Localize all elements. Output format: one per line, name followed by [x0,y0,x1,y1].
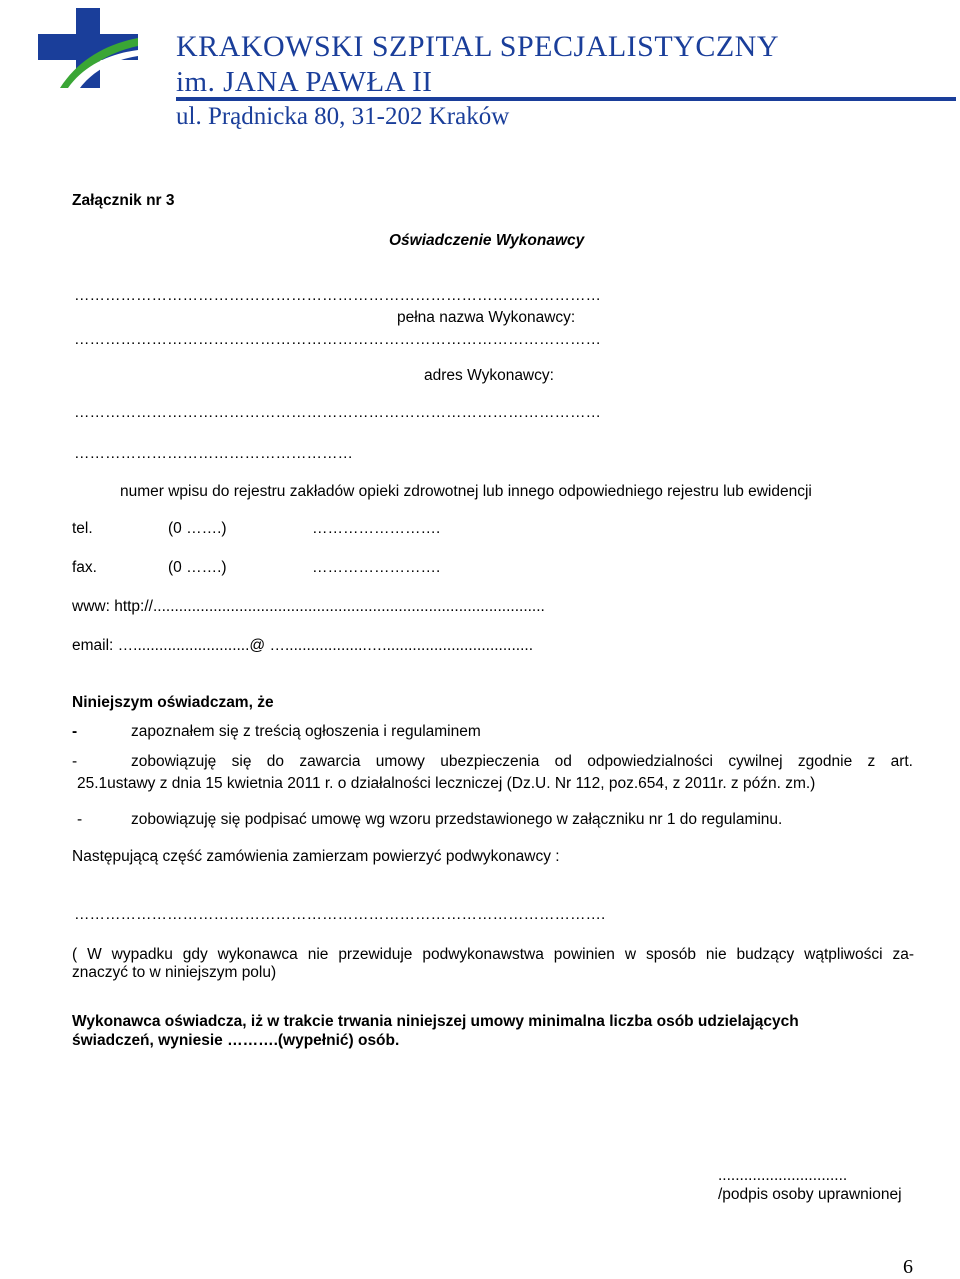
fax-label: fax. [72,559,97,576]
staff-statement-line-1: Wykonawca oświadcza, iż w trakcie trwania niniejszej umowy minimalna liczba osób udzielających [72,1013,799,1030]
declaration-item-2-line-2: 25.1ustawy z dnia 15 kwietnia 2011 r. o działalności leczniczej (Dz.U. Nr 112, poz.654, z 2011r. z późn. zm.) [77,775,816,792]
tel-code-field[interactable]: (0 …….) [168,520,227,537]
staff-statement-line-2: świadczeń, wyniesie ……….(wypełnić) osób. [72,1032,400,1049]
email-field[interactable]: email: …...........................@ …...................…................................... [72,637,534,654]
document-title: Oświadczenie Wykonawcy [389,232,585,249]
signature-label: /podpis osoby uprawnionej [718,1186,902,1203]
registry-field-continued[interactable]: ……………………………………………… [74,445,353,462]
subcontract-label: Następującą część zamówienia zamierzam powierzyć podwykonawcy : [72,848,560,865]
contractor-address-label: adres Wykonawcy: [424,367,554,384]
subcontract-field[interactable]: …………………………………………………………………………………………. [74,906,606,923]
hospital-patron: im. JANA PAWŁA II [176,66,433,98]
subcontract-note-line-2: znaczyć to w niniejszym polu) [72,964,277,981]
registry-label: numer wpisu do rejestru zakładów opieki zdrowotnej lub innego odpowiedniego rejestru lub ewidencji [120,483,812,500]
subcontract-note-line-1: ( W wypadku gdy wykonawca nie przewiduje podwykonawstwa powinien w sposób nie budzący wątpliwości za- [72,946,914,963]
attachment-label: Załącznik nr 3 [72,192,175,209]
fax-code-field[interactable]: (0 …….) [168,559,227,576]
tel-label: tel. [72,520,93,537]
bullet-dash: - [72,723,78,740]
tel-number-field[interactable]: ……………………. [312,520,441,537]
contractor-address-field[interactable]: ………………………………………………………………………………………… [74,331,601,348]
bullet-dash: - [77,811,83,828]
declaration-item-3: zobowiązuję się podpisać umowę wg wzoru przedstawionego w załączniku nr 1 do regulaminu. [131,811,783,828]
contractor-name-label: pełna nazwa Wykonawcy: [397,309,576,326]
fax-number-field[interactable]: ……………………. [312,559,441,576]
declaration-item-2-line-1: zobowiązuję się do zawarcia umowy ubezpieczenia od odpowiedzialności cywilnej zgodnie z art. [131,753,913,770]
declaration-heading: Niniejszym oświadczam, że [72,694,274,711]
hospital-address: ul. Prądnicka 80, 31-202 Kraków [176,103,510,130]
signature-field[interactable]: .............................. [718,1167,848,1184]
declaration-item-1: zapoznałem się z treścią ogłoszenia i regulaminem [131,723,481,740]
hospital-name: KRAKOWSKI SZPITAL SPECJALISTYCZNY [176,30,780,63]
hospital-logo-icon [38,8,138,88]
registry-field[interactable]: ………………………………………………………………………………………… [74,404,601,421]
contractor-name-field[interactable]: ………………………………………………………………………………………… [74,287,601,304]
www-field[interactable]: www: http://........................................................................................... [72,598,545,615]
bullet-dash: - [72,753,78,770]
page-number: 6 [903,1256,913,1278]
